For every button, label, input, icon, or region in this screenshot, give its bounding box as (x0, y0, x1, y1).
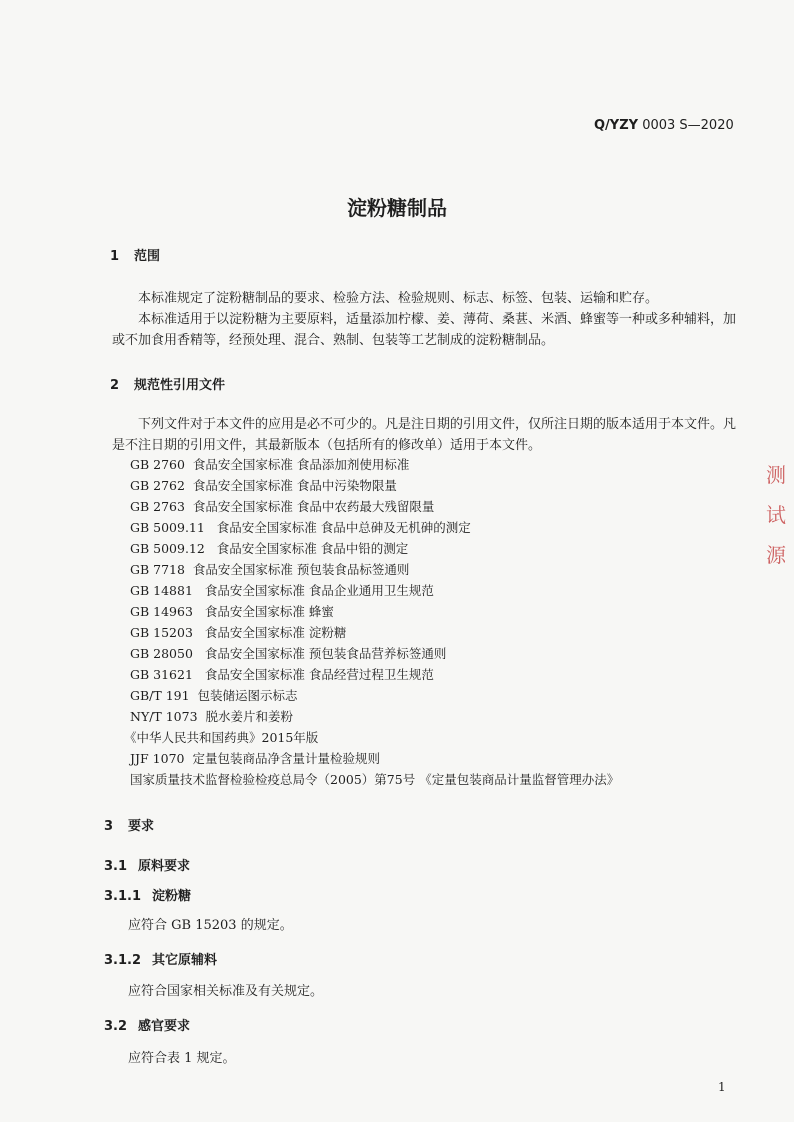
reference-item: GB 2763 食品安全国家标准 食品中农药最大残留限量 (130, 499, 435, 514)
reference-item: GB 15203 食品安全国家标准 淀粉糖 (130, 625, 347, 640)
reference-item: GB 7718 食品安全国家标准 预包装食品标签通则 (130, 562, 410, 577)
subsection-heading-other-materials: 3.1.2 其它原辅料 (104, 953, 218, 968)
reference-item: JJF 1070 定量包装商品净含量计量检验规则 (130, 751, 380, 766)
other-materials-requirement: 应符合国家相关标准及有关规定。 (128, 984, 324, 999)
reference-item: 国家质量技术监督检验检疫总局令（2005）第75号 《定量包装商品计量监督管理办法》 (130, 772, 620, 787)
standard-code: Q/YZY 0003 S—2020 (594, 118, 734, 133)
reference-item: GB 14881 食品安全国家标准 食品企业通用卫生规范 (130, 583, 434, 598)
reference-item: GB 28050 食品安全国家标准 预包装食品营养标签通则 (130, 646, 447, 661)
seal-stamp: 测 试 源 (766, 463, 786, 567)
references-intro: 下列文件对于本文件的应用是必不可少的。凡是注日期的引用文件，仅所注日期的版本适用于本文件。凡是不注日期的引用文件，其最新版本（包括所有的修改单）适用于本文件。 (112, 417, 737, 453)
starch-syrup-requirement: 应符合 GB 15203 的规定。 (128, 918, 293, 933)
section-heading-requirements: 3 要求 (104, 819, 155, 834)
reference-item: GB 14963 食品安全国家标准 蜂蜜 (130, 604, 334, 619)
reference-item: GB 5009.12 食品安全国家标准 食品中铅的测定 (130, 541, 409, 556)
reference-item: GB 5009.11 食品安全国家标准 食品中总砷及无机砷的测定 (130, 520, 471, 535)
page-number: 1 (718, 1080, 726, 1094)
reference-item: GB 2762 食品安全国家标准 食品中污染物限量 (130, 478, 397, 493)
reference-item: GB 2760 食品安全国家标准 食品添加剂使用标准 (130, 457, 410, 472)
sensory-requirement: 应符合表 1 规定。 (128, 1051, 236, 1066)
section-heading-references: 2 规范性引用文件 (110, 378, 226, 393)
reference-item: 《中华人民共和国药典》2015年版 (124, 730, 319, 745)
subsection-heading-raw-materials: 3.1 原料要求 (104, 859, 191, 874)
subsection-heading-sensory: 3.2 感官要求 (104, 1019, 191, 1034)
reference-item: GB/T 191 包装储运图示标志 (130, 688, 298, 703)
reference-item: GB 31621 食品安全国家标准 食品经营过程卫生规范 (130, 667, 434, 682)
scope-paragraph-1: 本标准规定了淀粉糖制品的要求、检验方法、检验规则、标志、标签、包装、运输和贮存。 (138, 291, 659, 306)
scope-paragraph-2: 本标准适用于以淀粉糖为主要原料，适量添加柠檬、姜、薄荷、桑葚、米酒、蜂蜜等一种或多种辅料，加或不加食用香精等，经预处理、混合、熟制、包装等工艺制成的淀粉糖制品。 (112, 312, 737, 348)
section-heading-scope: 1 范围 (110, 249, 161, 264)
subsection-heading-starch-syrup: 3.1.1 淀粉糖 (104, 889, 192, 904)
document-title: 淀粉糖制品 (347, 196, 447, 220)
reference-item: NY/T 1073 脱水姜片和姜粉 (130, 709, 293, 724)
